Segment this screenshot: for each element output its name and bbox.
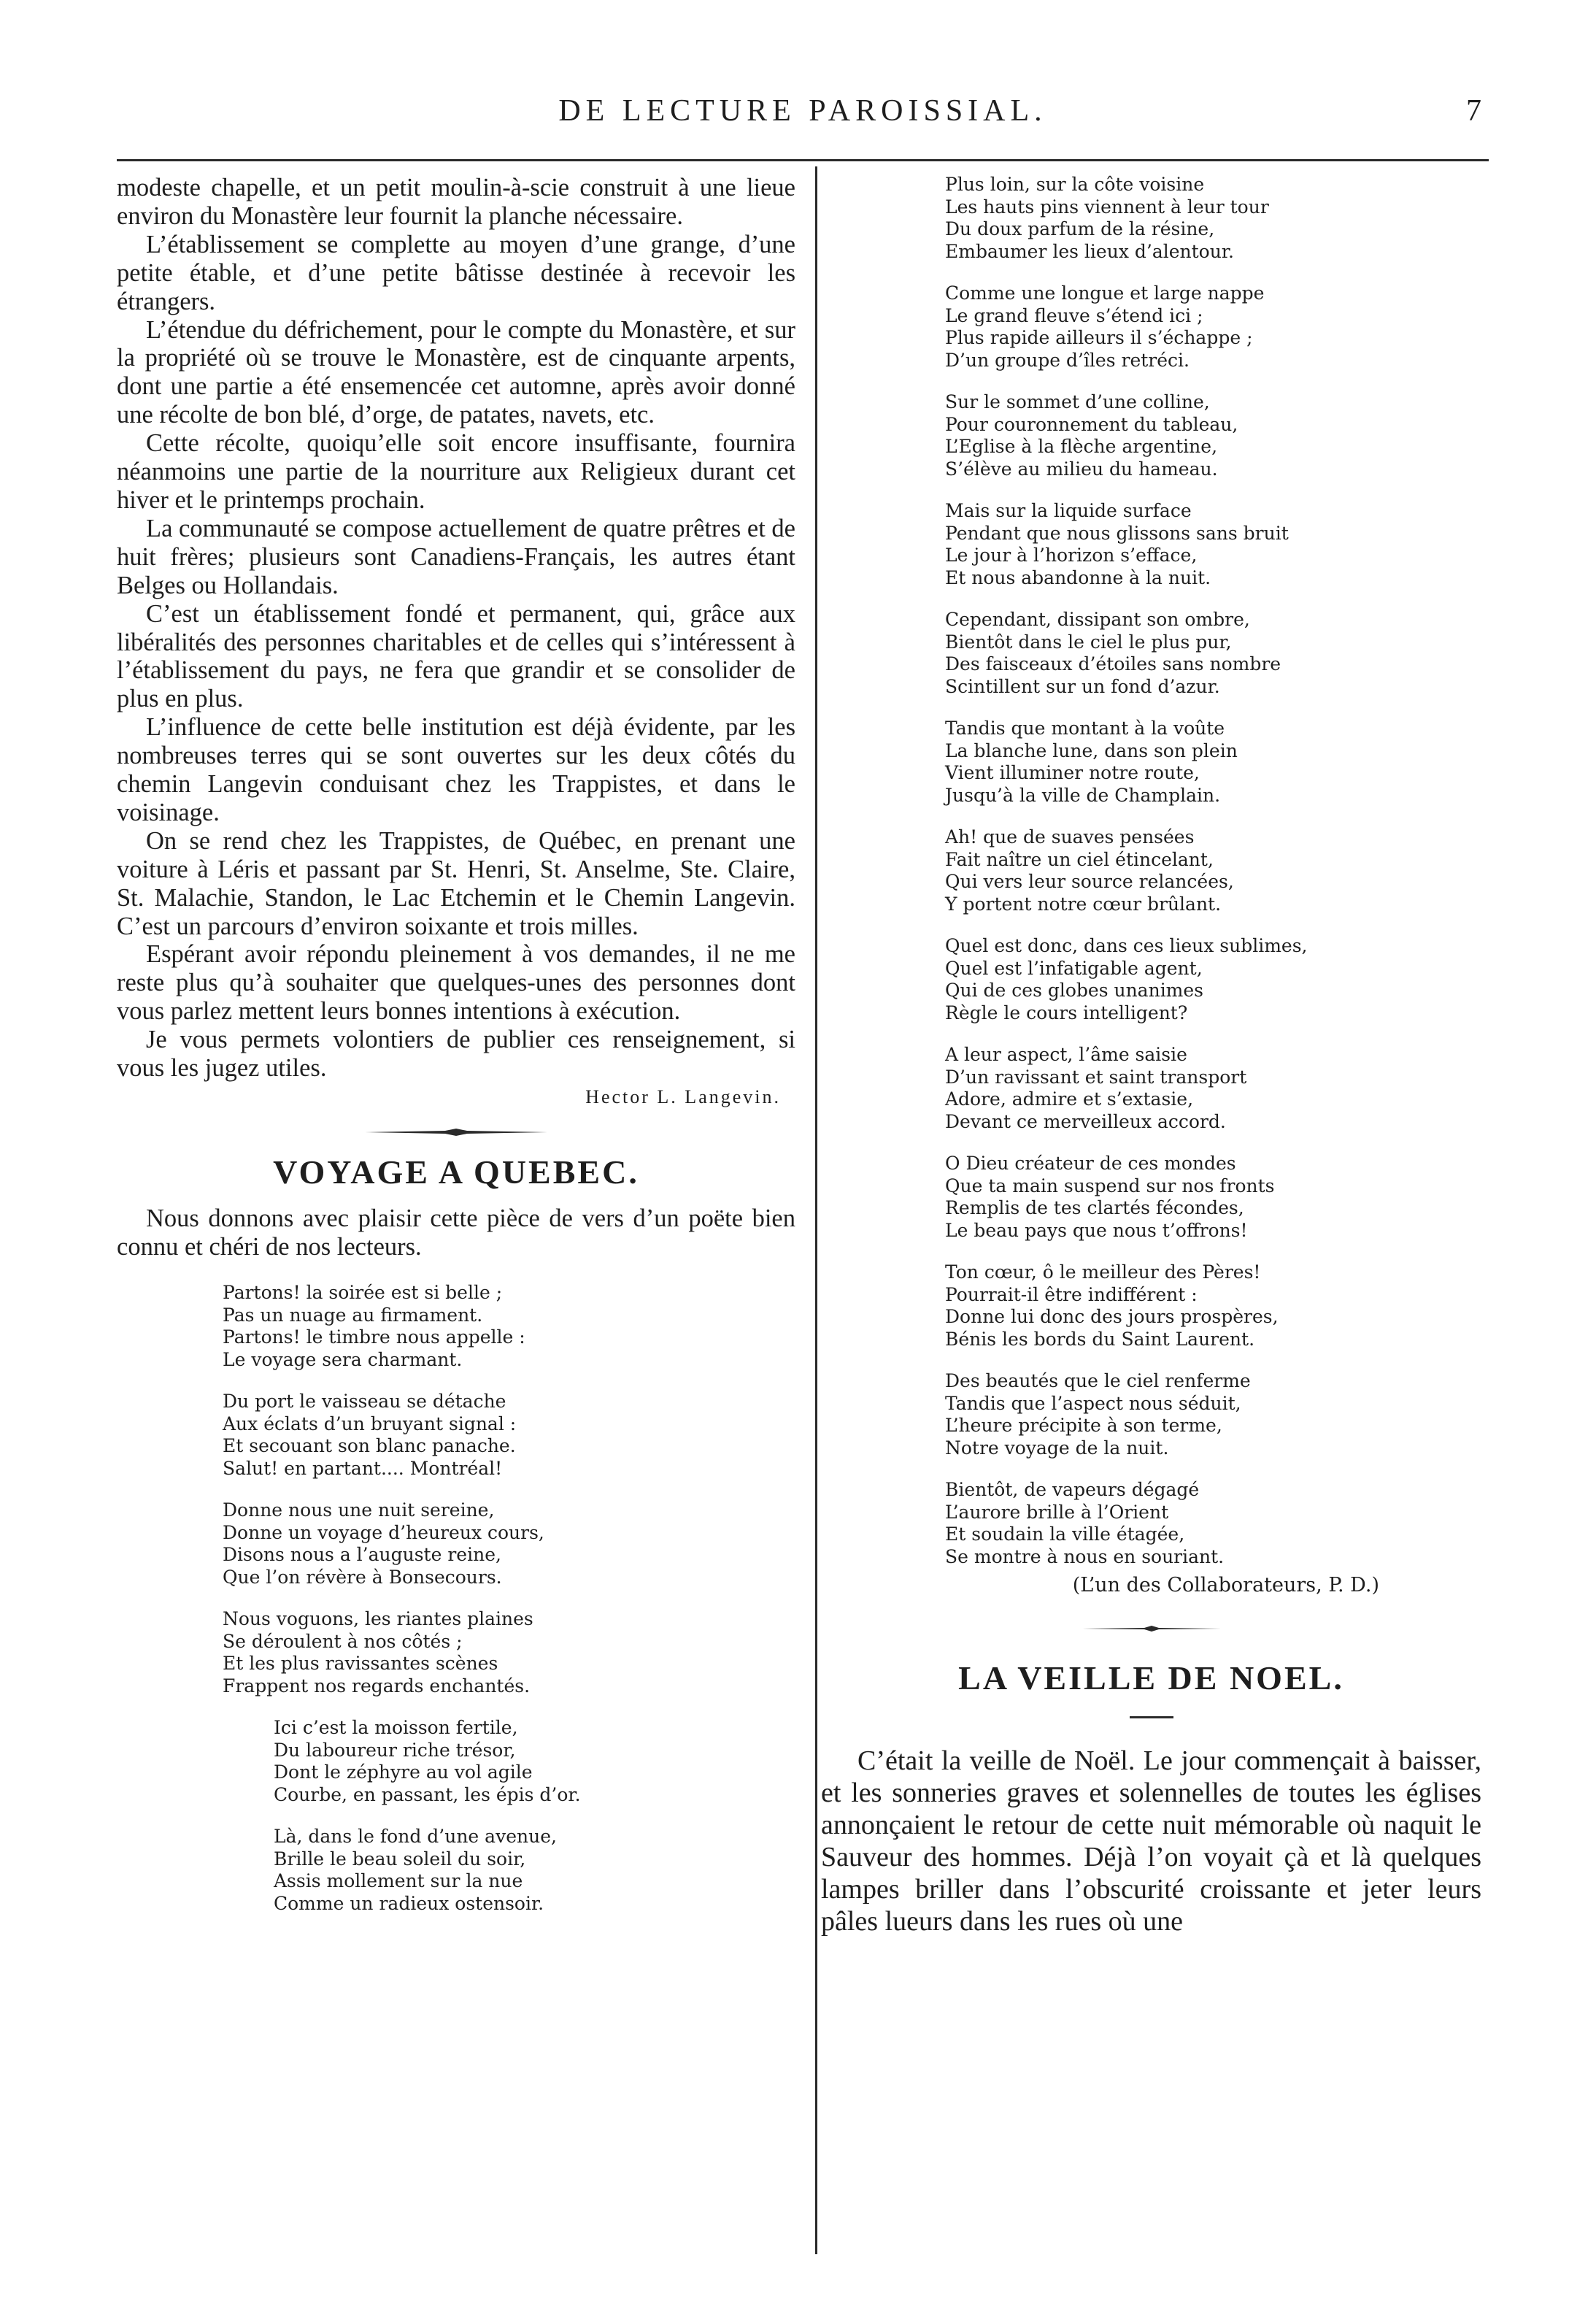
title-underline — [1130, 1716, 1173, 1718]
poem-stanza — [945, 826, 1489, 915]
poem-line: Comme une longue et large nappe — [945, 283, 1265, 304]
poem-line: Pendant que nous glissons sans bruit — [945, 522, 1289, 544]
poem-line: Donne nous une nuit sereine, — [223, 1499, 495, 1521]
poem-voyage-part-1 — [223, 1282, 795, 1915]
poem-line: Le jour à l’horizon s’efface, — [945, 545, 1198, 566]
poem-line: Ici c’est la moisson fertile, — [274, 1717, 518, 1738]
poem-line: Jusqu’à la ville de Champlain. — [945, 784, 1221, 806]
story-body — [821, 1745, 1481, 1937]
poem-line: Embaumer les lieux d’alentour. — [945, 240, 1234, 262]
letter-paragraph: L’étendue du défrichement, pour le compte du Monastère, et sur la propriété où se trouve le Monastère, est de cinquante arpents, dont une partie a été ensemencée cet automne, après avoir donné une récolte de bon blé, d’orge, de patates, navets, etc. — [117, 315, 795, 429]
section-title-voyage: VOYAGE A QUEBEC. — [273, 1153, 639, 1191]
poem-line: Plus loin, sur la côte voisine — [945, 174, 1205, 195]
poem-line: Ah! que de suaves pensées — [945, 826, 1195, 848]
poem-line: Devant ce merveilleux accord. — [945, 1110, 1226, 1132]
poem-line: Le voyage sera charmant. — [223, 1348, 463, 1370]
letter-body — [117, 174, 795, 1083]
poem-line: Pour couronnement du tableau, — [945, 413, 1238, 435]
poem-line: Dont le zéphyre au vol agile — [274, 1761, 533, 1783]
poem-line: Quel est l’infatigable agent, — [945, 957, 1203, 979]
poem-line: Se montre à nous en souriant. — [945, 1545, 1225, 1567]
poem-line: Cependant, dissipant son ombre, — [945, 609, 1250, 630]
poem-line: D’un groupe d’îles retréci. — [945, 349, 1190, 371]
poem-line: Notre voyage de la nuit. — [945, 1437, 1169, 1459]
poem-stanza — [945, 391, 1489, 480]
poem-stanza — [223, 1282, 795, 1371]
poem-line: Le beau pays que nous t’offrons! — [945, 1219, 1248, 1241]
poem-stanza — [945, 1370, 1489, 1459]
intro-paragraph: Nous donnons avec plaisir cette pièce de vers d’un poëte bien connu et chéri de nos lecteurs. — [117, 1204, 795, 1261]
poem-stanza — [945, 500, 1489, 589]
poem-line: L’heure précipite à son terme, — [945, 1415, 1222, 1436]
poem-line: Remplis de tes clartés fécondes, — [945, 1197, 1244, 1218]
poem-line: Que ta main suspend sur nos fronts — [945, 1175, 1275, 1196]
letter-paragraph: modeste chapelle, et un petit moulin-à-scie construit à une lieue environ du Monastère leur fournit la planche nécessaire. — [117, 174, 795, 230]
poem-line: Aux éclats d’un bruyant signal : — [223, 1413, 517, 1434]
page-number: 7 — [1466, 94, 1481, 128]
poem-line: Partons! le timbre nous appelle : — [223, 1326, 525, 1348]
poem-stanza — [945, 935, 1489, 1024]
poem-line: Partons! la soirée est si belle ; — [223, 1282, 503, 1303]
poem-line: Des faisceaux d’étoiles sans nombre — [945, 653, 1281, 675]
poem-line: Et les plus ravissantes scènes — [223, 1653, 498, 1674]
poem-stanza — [945, 1044, 1489, 1133]
section-title-noel: LA VEILLE DE NOEL. — [958, 1659, 1344, 1697]
letter-paragraph: Je vous permets volontiers de publier ces renseignement, si vous les jugez utiles. — [117, 1026, 795, 1083]
poem-intro — [117, 1204, 795, 1261]
poem-line: Quel est donc, dans ces lieux sublimes, — [945, 935, 1308, 956]
poem-line: Tandis que montant à la voûte — [945, 718, 1225, 739]
poem-stanza — [945, 718, 1489, 807]
poem-line: S’élève au milieu du hameau. — [945, 458, 1218, 480]
poem-line: Scintillent sur un fond d’azur. — [945, 675, 1220, 697]
letter-paragraph: On se rend chez les Trappistes, de Québec, en prenant une voiture à Léris et passant par St. Henri, St. Anselme, Ste. Claire, St. Malachie, Standon, le Lac Etchemin et le Chemin Langevin. C’est un parcours d’environ soixante et trois milles. — [117, 826, 795, 940]
poem-line: Se déroulent à nos côtés ; — [223, 1630, 463, 1652]
poem-line: Qui vers leur source relancées, — [945, 871, 1234, 892]
poem-line: Bientôt dans le ciel le plus pur, — [945, 631, 1232, 653]
poem-stanza — [274, 1826, 795, 1915]
section-ornament — [365, 1126, 547, 1138]
poem-stanza — [945, 1261, 1489, 1350]
poem-line: Donne lui donc des jours prospères, — [945, 1306, 1279, 1327]
poem-line: Du doux parfum de la résine, — [945, 218, 1215, 239]
poem-stanza — [945, 1479, 1489, 1568]
poem-line: Brille le beau soleil du soir, — [274, 1848, 526, 1870]
poem-stanza — [223, 1391, 795, 1480]
poem-stanza — [945, 174, 1489, 263]
right-column — [814, 174, 1489, 1937]
poem-line: Nous voguons, les riantes plaines — [223, 1608, 533, 1629]
poem-voyage-part-2 — [945, 174, 1489, 1568]
poem-stanza — [223, 1608, 795, 1697]
poem-line: Qui de ces globes unanimes — [945, 980, 1204, 1001]
left-column — [117, 174, 795, 1934]
poem-line: Ton cœur, ô le meilleur des Pères! — [945, 1261, 1261, 1283]
poem-line: Et nous abandonne à la nuit. — [945, 566, 1211, 588]
poem-line: Du port le vaisseau se détache — [223, 1391, 506, 1412]
poem-line: Disons nous a l’auguste reine, — [223, 1544, 501, 1565]
letter-paragraph: Espérant avoir répondu pleinement à vos demandes, il ne me reste plus qu’à souhaiter que quelques-unes des personnes dont vous parlez mettent leurs bonnes intentions à exécution. — [117, 940, 795, 1026]
poem-line: Comme un radieux ostensoir. — [274, 1892, 544, 1914]
poem-attribution: (L’un des Collaborateurs, P. D.) — [1072, 1574, 1379, 1596]
letter-paragraph: L’influence de cette belle institution est déjà évidente, par les nombreuses terres qui se sont ouvertes sur les deux côtés du chemin Langevin conduisant chez les Trappistes, et dans le voisinage. — [117, 713, 795, 826]
poem-stanza — [274, 1717, 795, 1806]
section-ornament — [1082, 1624, 1221, 1634]
poem-line: Tandis que l’aspect nous séduit, — [945, 1392, 1241, 1414]
poem-line: Et secouant son blanc panache. — [223, 1435, 516, 1456]
poem-line: L’aurore brille à l’Orient — [945, 1501, 1169, 1523]
poem-line: Courbe, en passant, les épis d’or. — [274, 1783, 581, 1805]
poem-line: Et soudain la ville étagée, — [945, 1523, 1185, 1545]
poem-line: Que l’on révère à Bonsecours. — [223, 1566, 502, 1588]
poem-line: La blanche lune, dans son plein — [945, 739, 1238, 761]
poem-line: Assis mollement sur la nue — [274, 1870, 523, 1891]
poem-line: Les hauts pins viennent à leur tour — [945, 196, 1269, 218]
poem-line: Des beautés que le ciel renferme — [945, 1370, 1251, 1391]
poem-stanza — [945, 283, 1489, 372]
poem-line: Pourrait-il être indifférent : — [945, 1283, 1198, 1305]
poem-stanza — [945, 1153, 1489, 1242]
header-rule — [117, 159, 1489, 161]
poem-line: Mais sur la liquide surface — [945, 500, 1192, 521]
letter-paragraph: L’établissement se complette au moyen d’une grange, d’une petite étable, et d’une petite bâtisse destinée à recevoir les étrangers. — [117, 230, 795, 315]
poem-line: Le grand fleuve s’étend ici ; — [945, 304, 1203, 326]
story-paragraph: C’était la veille de Noël. Le jour commençait à baisser, et les sonneries graves et solennelles de toutes les églises annonçaient le retour de cette nuit mémorable où naquit le Sauveur des hommes. Déjà l’on voyait çà et là quelques lampes briller dans l’obscurité croissante et jeter leurs pâles lueurs dans les rues où une — [821, 1745, 1481, 1937]
poem-line: Adore, admire et s’extasie, — [945, 1088, 1194, 1110]
poem-line: Là, dans le fond d’une avenue, — [274, 1826, 557, 1847]
poem-line: Fait naître un ciel étincelant, — [945, 848, 1214, 870]
poem-line: Frappent nos regards enchantés. — [223, 1675, 531, 1697]
poem-line: Y portent notre cœur brûlant. — [945, 893, 1222, 915]
poem-line: Salut! en partant.... Montréal! — [223, 1457, 503, 1479]
letter-signature: Hector L. Langevin. — [585, 1086, 781, 1107]
letter-paragraph: Cette récolte, quoiqu’elle soit encore insuffisante, fournira néanmoins une partie de la nourriture aux Religieux durant cet hiver et le printemps prochain. — [117, 429, 795, 514]
poem-line: Bientôt, de vapeurs dégagé — [945, 1479, 1200, 1500]
poem-line: Du laboureur riche trésor, — [274, 1739, 516, 1761]
poem-line: Plus rapide ailleurs il s’échappe ; — [945, 327, 1253, 348]
poem-line: Pas un nuage au firmament. — [223, 1304, 483, 1326]
poem-line: A leur aspect, l’âme saisie — [945, 1044, 1187, 1065]
letter-paragraph: C’est un établissement fondé et permanent, qui, grâce aux libéralités des personnes charitables et de celles qui s’intéressent à l’établissement du pays, ne fera que grandir et se consolider de plus en plus. — [117, 599, 795, 713]
poem-line: D’un ravissant et saint transport — [945, 1066, 1247, 1088]
poem-line: Donne un voyage d’heureux cours, — [223, 1521, 544, 1543]
poem-line: Bénis les bords du Saint Laurent. — [945, 1328, 1255, 1350]
poem-line: Règle le cours intelligent? — [945, 1002, 1188, 1023]
poem-line: Sur le sommet d’une colline, — [945, 391, 1210, 412]
poem-stanza — [223, 1499, 795, 1588]
letter-paragraph: La communauté se compose actuellement de quatre prêtres et de huit frères; plusieurs sont Canadiens-Français, les autres étant Belges ou Hollandais. — [117, 514, 795, 599]
poem-line: L’Eglise à la flèche argentine, — [945, 436, 1218, 457]
page-header — [117, 93, 1489, 137]
running-title: DE LECTURE PAROISSIAL. — [558, 94, 1047, 128]
poem-line: O Dieu créateur de ces mondes — [945, 1153, 1236, 1174]
poem-line: Vient illuminer notre route, — [945, 762, 1200, 783]
poem-stanza — [945, 609, 1489, 698]
